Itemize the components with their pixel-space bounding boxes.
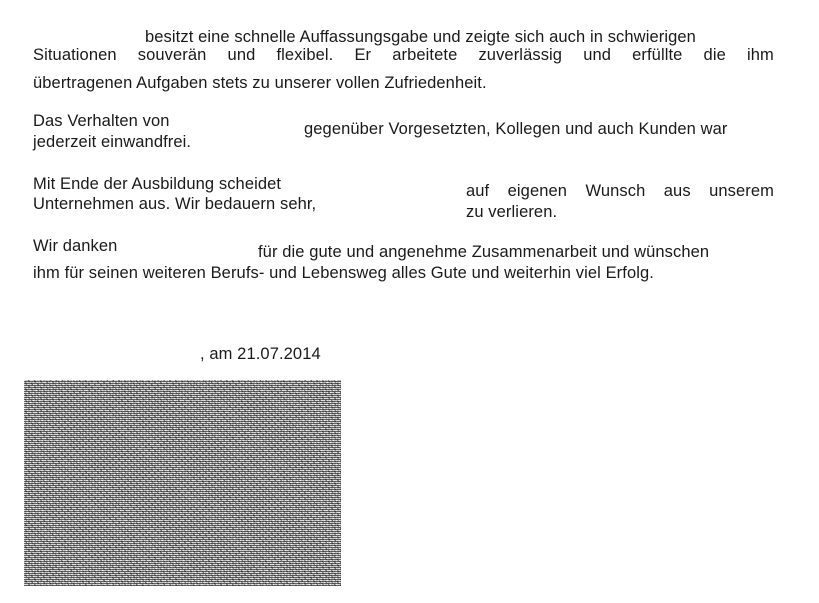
word: die: [703, 46, 726, 64]
paragraph-3-line-2-start: Unternehmen aus. Wir bedauern sehr,: [33, 195, 317, 213]
paragraph-1-line-1: besitzt eine schnelle Auffassungsgabe und zeigte sich auch in schwierigen: [145, 28, 696, 46]
paragraph-3-line-1-end: [466, 182, 774, 201]
word: Wunsch: [585, 182, 646, 200]
word: Situationen: [33, 46, 117, 64]
paragraph-1-line-2: [33, 46, 774, 65]
word: flexibel.: [276, 46, 334, 64]
word: ihm: [746, 46, 774, 64]
word: souverän: [137, 46, 207, 64]
word: und: [583, 46, 612, 64]
word: auf: [466, 182, 490, 200]
word: und: [227, 46, 256, 64]
redacted-signature-block: [24, 380, 341, 586]
paragraph-2-line-1-end: gegenüber Vorgesetzten, Kollegen und auch Kunden war: [304, 120, 728, 138]
paragraph-1-line-3: übertragenen Aufgaben stets zu unserer vollen Zufriedenheit.: [33, 74, 487, 92]
word: Er: [354, 46, 372, 64]
word: eigenen: [507, 182, 568, 200]
word: aus: [663, 182, 691, 200]
date-line: , am 21.07.2014: [200, 345, 321, 363]
paragraph-3-line-1-start: Mit Ende der Ausbildung scheidet: [33, 175, 282, 193]
paragraph-3-line-2-end: zu verlieren.: [466, 203, 558, 221]
paragraph-2-line-1-start: Das Verhalten von: [33, 112, 170, 130]
paragraph-4-line-2: ihm für seinen weiteren Berufs- und Lebensweg alles Gute und weiterhin viel Erfolg.: [33, 264, 654, 282]
paragraph-4-line-1-start: Wir danken: [33, 237, 118, 255]
word: erfüllte: [632, 46, 683, 64]
paragraph-4-line-1-end: für die gute und angenehme Zusammenarbeit und wünschen: [258, 243, 710, 261]
word: zuverlässig: [478, 46, 563, 64]
word: unserem: [709, 182, 774, 200]
word: arbeitete: [392, 46, 458, 64]
paragraph-2-line-2: jederzeit einwandfrei.: [33, 133, 192, 151]
